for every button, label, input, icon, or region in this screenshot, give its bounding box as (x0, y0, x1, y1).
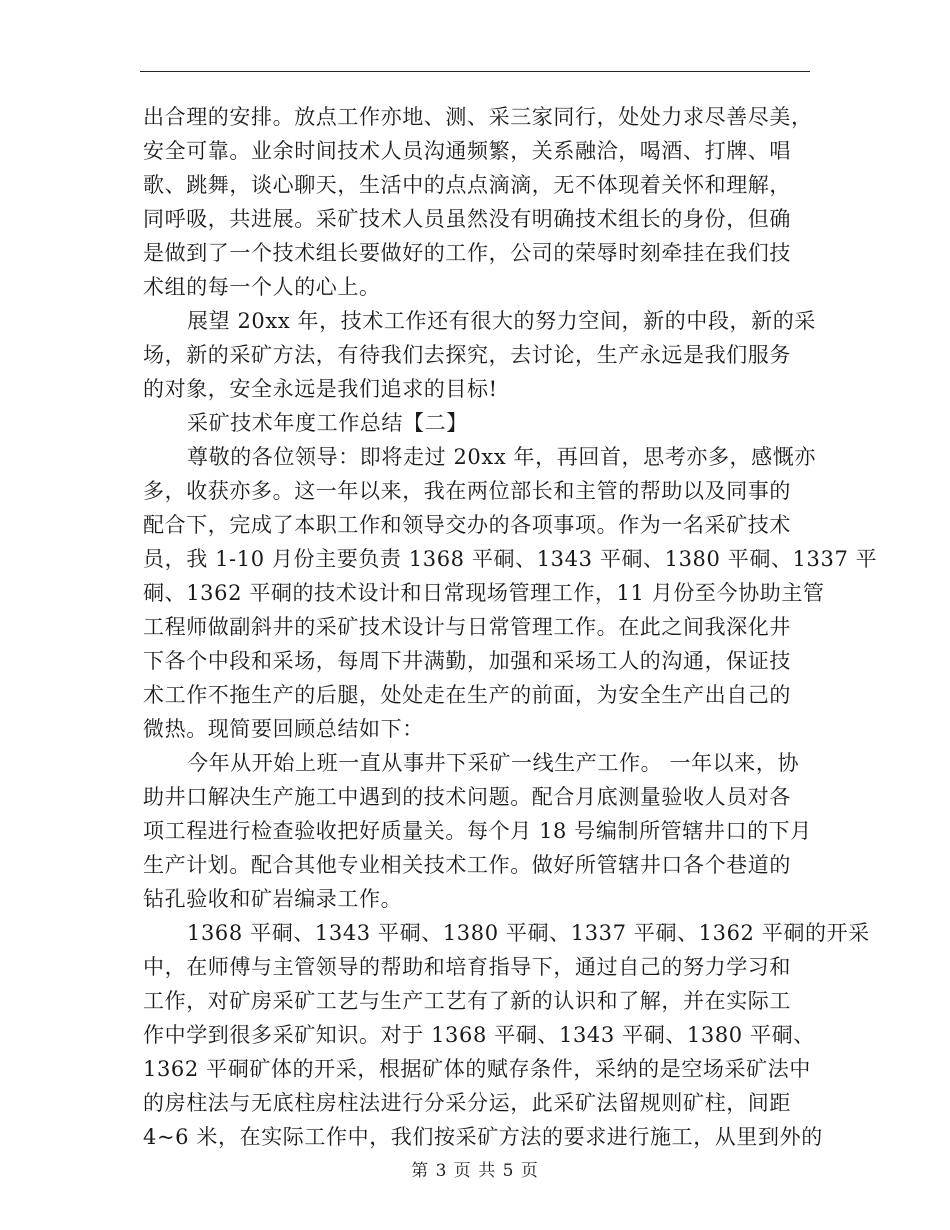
section-heading: 采矿技术年度工作总结【二】 (187, 411, 468, 435)
header-rule (140, 71, 810, 72)
text-line: 安全可靠。业余时间技术人员沟通频繁，关系融洽，喝酒、打牌、唱 (143, 139, 791, 163)
text-line: 的房柱法与无底柱房柱法进行分采分运，此采矿法留规则矿柱，间距 (143, 1091, 791, 1115)
text-line: 场，新的采矿方法，有待我们去探究，去讨论，生产永远是我们服务 (143, 343, 791, 367)
text-line: 是做到了一个技术组长要做好的工作，公司的荣辱时刻牵挂在我们技 (143, 241, 791, 265)
text-line: 工程师做副斜井的采矿技术设计与日常管理工作。在此之间我深化井 (143, 615, 791, 639)
text-line: 1362 平硐矿体的开采，根据矿体的赋存条件，采纳的是空场采矿法中 (143, 1057, 811, 1081)
text-line: 的对象，安全永远是我们追求的目标! (143, 377, 498, 401)
page-number-footer: 第 3 页 共 5 页 (411, 1161, 539, 1181)
text-line: 术工作不拖生产的后腿，处处走在生产的前面，为安全生产出自己的 (143, 683, 791, 707)
text-line: 配合下，完成了本职工作和领导交办的各项事项。作为一名采矿技术 (143, 513, 791, 537)
paragraph-start-line: 展望 20xx 年，技术工作还有很大的努力空间，新的中段，新的采 (187, 309, 816, 333)
text-line: 项工程进行检查验收把好质量关。每个月 18 号编制所管辖井口的下月 (143, 819, 812, 843)
text-line: 工作，对矿房采矿工艺与生产工艺有了新的认识和了解，并在实际工 (143, 989, 791, 1013)
text-line: 下各个中段和采场，每周下井满勤，加强和采场工人的沟通，保证技 (143, 649, 791, 673)
text-line: 硐、1362 平硐的技术设计和日常现场管理工作，11 月份至今协助主管 (143, 581, 825, 605)
text-line: 术组的每一个人的心上。 (143, 275, 381, 299)
paragraph-start-line: 1368 平硐、1343 平硐、1380 平硐、1337 平硐、1362 平硐的开采 (187, 921, 870, 945)
text-line: 出合理的安排。放点工作亦地、测、采三家同行，处处力求尽善尽美， (143, 105, 813, 129)
text-line: 歌、跳舞，谈心聊天，生活中的点点滴滴，无不体现着关怀和理解， (143, 173, 791, 197)
text-line: 员，我 1-10 月份主要负责 1368 平硐、1343 平硐、1380 平硐、1337 平 (143, 547, 878, 571)
text-line: 微热。现简要回顾总结如下： (143, 717, 424, 741)
text-line: 同呼吸，共进展。采矿技术人员虽然没有明确技术组长的身份，但确 (143, 207, 791, 231)
paragraph-start-line: 今年从开始上班一直从事井下采矿一线生产工作。 一年以来，协 (187, 751, 800, 775)
text-line: 生产计划。配合其他专业相关技术工作。做好所管辖井口各个巷道的 (143, 853, 791, 877)
text-line: 中，在师傅与主管领导的帮助和培育指导下，通过自己的努力学习和 (143, 955, 791, 979)
text-line: 钻孔验收和矿岩编录工作。 (143, 887, 403, 911)
paragraph-start-line: 尊敬的各位领导：即将走过 20xx 年，再回首，思考亦多，感慨亦 (187, 445, 816, 469)
text-line: 助井口解决生产施工中遇到的技术问题。配合月底测量验收人员对各 (143, 785, 791, 809)
text-line: 多，收获亦多。这一年以来，我在两位部长和主管的帮助以及同事的 (143, 479, 791, 503)
text-line: 作中学到很多采矿知识。对于 1368 平硐、1343 平硐、1380 平硐、 (143, 1023, 815, 1047)
text-line: 4~6 米，在实际工作中，我们按采矿方法的要求进行施工，从里到外的 (143, 1125, 823, 1149)
document-body (143, 100, 878, 1154)
